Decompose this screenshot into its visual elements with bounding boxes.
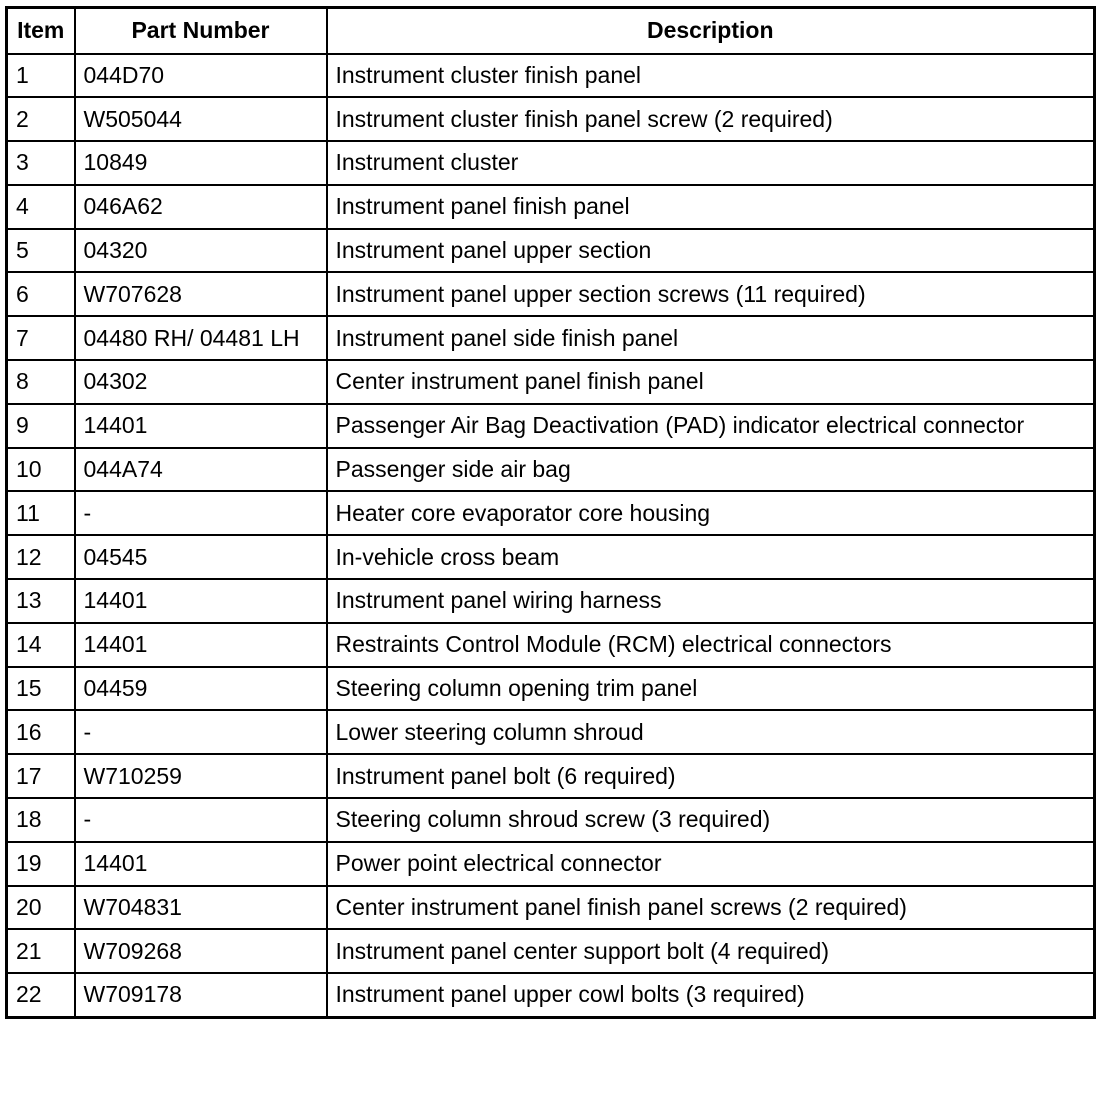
cell-part-number: 14401 bbox=[75, 579, 327, 623]
cell-item: 17 bbox=[7, 754, 75, 798]
cell-item: 3 bbox=[7, 141, 75, 185]
table-row bbox=[7, 229, 1095, 273]
cell-description: Instrument panel upper section bbox=[327, 229, 1095, 273]
cell-item: 7 bbox=[7, 316, 75, 360]
cell-description: Heater core evaporator core housing bbox=[327, 491, 1095, 535]
cell-description: Lower steering column shroud bbox=[327, 710, 1095, 754]
cell-item: 12 bbox=[7, 535, 75, 579]
cell-part-number: W505044 bbox=[75, 97, 327, 141]
cell-description: In-vehicle cross beam bbox=[327, 535, 1095, 579]
cell-description: Instrument panel wiring harness bbox=[327, 579, 1095, 623]
cell-item: 18 bbox=[7, 798, 75, 842]
cell-part-number: 044A74 bbox=[75, 448, 327, 492]
cell-part-number: 14401 bbox=[75, 623, 327, 667]
table-row bbox=[7, 973, 1095, 1017]
cell-description: Steering column opening trim panel bbox=[327, 667, 1095, 711]
cell-item: 15 bbox=[7, 667, 75, 711]
cell-description: Center instrument panel finish panel bbox=[327, 360, 1095, 404]
cell-description: Instrument panel upper cowl bolts (3 required) bbox=[327, 973, 1095, 1017]
cell-part-number: - bbox=[75, 710, 327, 754]
cell-description: Center instrument panel finish panel screws (2 required) bbox=[327, 886, 1095, 930]
cell-item: 10 bbox=[7, 448, 75, 492]
cell-item: 8 bbox=[7, 360, 75, 404]
cell-part-number: 04459 bbox=[75, 667, 327, 711]
table-row bbox=[7, 842, 1095, 886]
cell-part-number: W704831 bbox=[75, 886, 327, 930]
cell-item: 11 bbox=[7, 491, 75, 535]
cell-part-number: W710259 bbox=[75, 754, 327, 798]
table-row bbox=[7, 798, 1095, 842]
cell-item: 19 bbox=[7, 842, 75, 886]
table-row bbox=[7, 579, 1095, 623]
cell-part-number: 14401 bbox=[75, 404, 327, 448]
cell-item: 16 bbox=[7, 710, 75, 754]
cell-description: Instrument cluster finish panel bbox=[327, 54, 1095, 98]
cell-part-number: - bbox=[75, 491, 327, 535]
cell-item: 5 bbox=[7, 229, 75, 273]
cell-part-number: 04480 RH/ 04481 LH bbox=[75, 316, 327, 360]
table-row bbox=[7, 360, 1095, 404]
table-row bbox=[7, 54, 1095, 98]
cell-description: Power point electrical connector bbox=[327, 842, 1095, 886]
table-row bbox=[7, 141, 1095, 185]
cell-item: 14 bbox=[7, 623, 75, 667]
cell-description: Instrument cluster finish panel screw (2 required) bbox=[327, 97, 1095, 141]
cell-item: 6 bbox=[7, 272, 75, 316]
table-row bbox=[7, 535, 1095, 579]
cell-item: 4 bbox=[7, 185, 75, 229]
table-row bbox=[7, 667, 1095, 711]
parts-table-container bbox=[5, 6, 1096, 1019]
cell-part-number: W709268 bbox=[75, 929, 327, 973]
cell-item: 22 bbox=[7, 973, 75, 1017]
table-row bbox=[7, 404, 1095, 448]
cell-description: Instrument panel bolt (6 required) bbox=[327, 754, 1095, 798]
cell-part-number: 044D70 bbox=[75, 54, 327, 98]
cell-part-number: 04545 bbox=[75, 535, 327, 579]
cell-part-number: 10849 bbox=[75, 141, 327, 185]
table-row bbox=[7, 929, 1095, 973]
cell-description: Instrument panel finish panel bbox=[327, 185, 1095, 229]
cell-description: Passenger side air bag bbox=[327, 448, 1095, 492]
cell-description: Steering column shroud screw (3 required) bbox=[327, 798, 1095, 842]
cell-part-number: 046A62 bbox=[75, 185, 327, 229]
table-row bbox=[7, 623, 1095, 667]
cell-part-number: - bbox=[75, 798, 327, 842]
cell-part-number: W707628 bbox=[75, 272, 327, 316]
cell-item: 9 bbox=[7, 404, 75, 448]
cell-item: 13 bbox=[7, 579, 75, 623]
cell-part-number: 04320 bbox=[75, 229, 327, 273]
cell-item: 1 bbox=[7, 54, 75, 98]
table-row bbox=[7, 316, 1095, 360]
cell-part-number: W709178 bbox=[75, 973, 327, 1017]
table-header-row bbox=[7, 8, 1095, 54]
cell-part-number: 14401 bbox=[75, 842, 327, 886]
cell-description: Instrument cluster bbox=[327, 141, 1095, 185]
table-row bbox=[7, 97, 1095, 141]
table-row bbox=[7, 272, 1095, 316]
cell-description: Instrument panel side finish panel bbox=[327, 316, 1095, 360]
cell-item: 21 bbox=[7, 929, 75, 973]
header-part-number: Part Number bbox=[75, 8, 327, 54]
table-row bbox=[7, 185, 1095, 229]
cell-item: 20 bbox=[7, 886, 75, 930]
table-row bbox=[7, 448, 1095, 492]
header-item: Item bbox=[7, 8, 75, 54]
cell-item: 2 bbox=[7, 97, 75, 141]
header-description: Description bbox=[327, 8, 1095, 54]
table-row bbox=[7, 710, 1095, 754]
parts-table bbox=[5, 6, 1096, 1019]
cell-description: Instrument panel center support bolt (4 required) bbox=[327, 929, 1095, 973]
cell-part-number: 04302 bbox=[75, 360, 327, 404]
table-row bbox=[7, 491, 1095, 535]
cell-description: Instrument panel upper section screws (11 required) bbox=[327, 272, 1095, 316]
cell-description: Restraints Control Module (RCM) electrical connectors bbox=[327, 623, 1095, 667]
table-row bbox=[7, 886, 1095, 930]
table-row bbox=[7, 754, 1095, 798]
cell-description: Passenger Air Bag Deactivation (PAD) indicator electrical connector bbox=[327, 404, 1095, 448]
